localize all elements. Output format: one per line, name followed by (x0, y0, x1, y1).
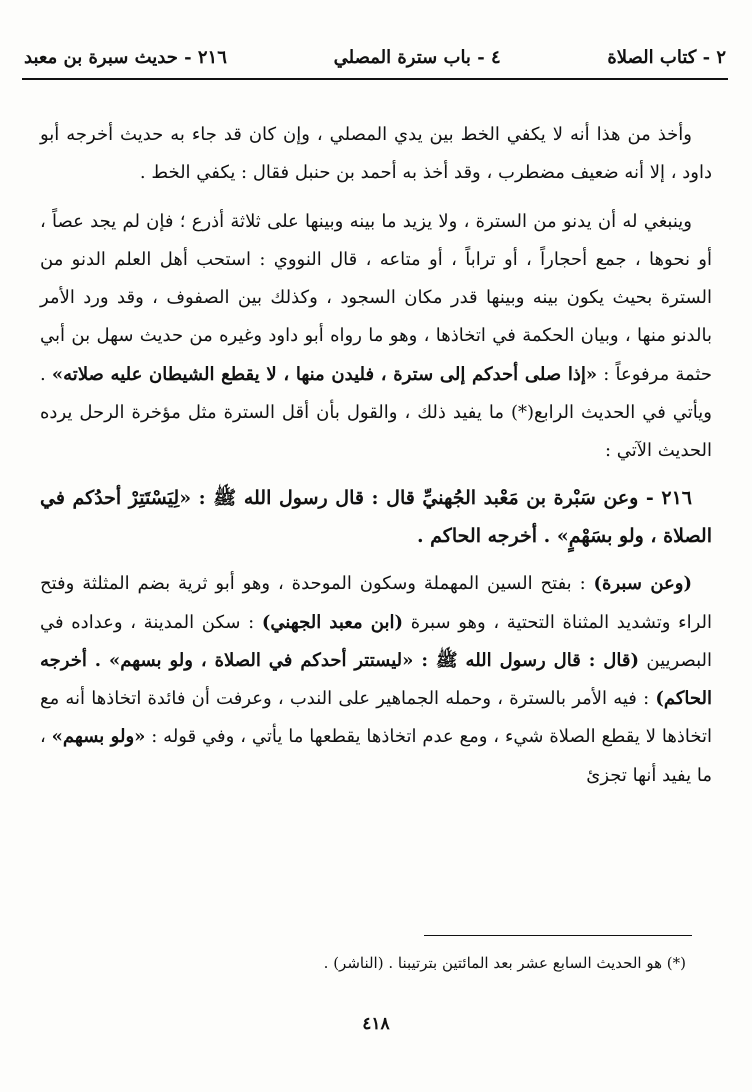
commentary-text-4: ، ما يفيد أنها تجزئ (40, 726, 712, 786)
hadith-216: ٢١٦ - وعن سَبْرة بن مَعْبد الجُهنيِّ قال : قال رسول الله ﷺ : «لِيَسْتَتِرْ أحدُكم في الصلاة ، ولو بسَهْمٍ» . أخرجه الحاكم . (40, 486, 712, 547)
paragraph-1: وأخذ من هذا أنه لا يكفي الخط بين يدي المصلي ، وإن كان قد جاء به حديث أخرجه أبو داود ، إلا أنه ضعيف مضطرب ، وقد أخذ به أحمد بن حنبل فقال : يكفي الخط . (40, 124, 712, 184)
paragraph-2-intro: وينبغي له أن يدنو من السترة ، ولا يزيد ما بينه وبينها على ثلاثة أذرع ؛ فإن لم يجد عصاً ، أو نحوها ، جمع أحجاراً ، أو تراباً ، أو متاعه ، قال النووي : استحب أهل العلم الدنو من السترة بحيث يكون بينه وبينها قدر مكان السجود ، وكذلك بين الصفوف ، وقد ورد الأمر بالدنو منها ، وبيان الحكمة في اتخاذها ، وهو ما رواه أبو داود وغيره من حديث سهل بن أبي حثمة مرفوعاً : (40, 210, 712, 385)
commentary-term-ibn-mabad: (ابن معبد الجهني) (261, 611, 404, 633)
commentary-text-1: : بفتح السين المهملة وسكون الموحدة ، وهو أبو ثرية بضم المثلثة وفتح الراء وتشديد المثناة التحتية ، وهو سبرة (40, 573, 712, 633)
footnote-divider (424, 935, 692, 936)
page-number: ٤١٨ (362, 1014, 390, 1034)
header-chapter-title: ٤ - باب سترة المصلي (333, 46, 501, 68)
commentary-text-2: : سكن المدينة ، وعداده في البصريين (40, 611, 712, 671)
paragraph-2 (40, 203, 712, 471)
header-divider (22, 78, 728, 80)
commentary-hadith-restated: (قال : قال رسول الله ﷺ : «ليستتر أحدكم في الصلاة ، ولو بسهم» . أخرجه الحاكم) (40, 649, 712, 710)
commentary-term-sabra: (وعن سبرة) (593, 573, 693, 595)
header-hadith-title: ٢١٦ - حديث سبرة بن معبد (24, 46, 227, 68)
body-text (40, 116, 712, 795)
footnote: (*) هو الحديث السابع عشر بعد المائتين بترتيبنا . (الناشر) . (323, 954, 686, 972)
paragraph-2-end: . ويأتي في الحديث الرابع(*) ما يفيد ذلك ، والقول بأن أقل السترة مثل مؤخرة الرحل يرده الحديث الآتي : (40, 363, 712, 462)
commentary-quote-sahm: «ولو بسهم» (51, 726, 146, 748)
header-book-title: ٢ - كتاب الصلاة (607, 46, 726, 68)
paragraph-3 (40, 565, 712, 795)
running-header (24, 40, 726, 74)
hadith-quote-sahl: «إذا صلى أحدكم إلى سترة ، فليدن منها ، لا يقطع الشيطان عليه صلاته» (51, 363, 598, 385)
commentary-text-3: : فيه الأمر بالسترة ، وحمله الجماهير على الندب ، وعرفت أن فائدة اتخاذها أنه مع اتخاذها لا يقطع الصلاة شيء ، ومع عدم اتخاذها يقطعها ما يأتي ، وفي قوله : (40, 688, 712, 748)
